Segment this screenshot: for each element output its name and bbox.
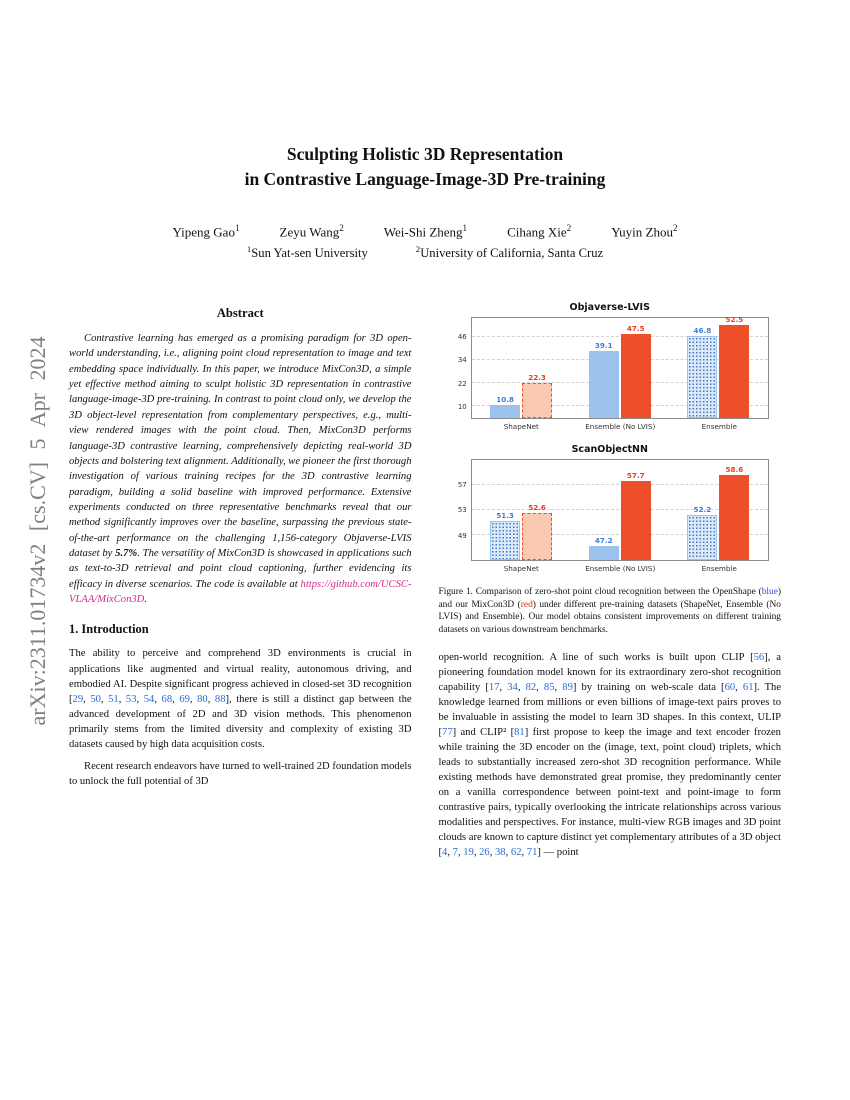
- arxiv-stamp: arXiv:2311.01734v2 [cs.CV] 5 Apr 2024: [25, 336, 50, 726]
- bar-value-label: 52.5: [725, 314, 744, 324]
- author: Yuyin Zhou$^2$: [611, 222, 678, 240]
- y-tick-label: 49: [457, 531, 467, 540]
- figure1-chart-objaverse-lvis: [451, 302, 769, 431]
- citation[interactable]: 51: [108, 693, 119, 705]
- right-column: [439, 302, 782, 867]
- bar-value-label: 46.8: [693, 325, 712, 335]
- y-tick-label: 10: [457, 403, 467, 412]
- y-tick-label: 34: [457, 356, 467, 365]
- paper-header: [0, 0, 850, 261]
- bar-value-label: 51.3: [496, 510, 514, 520]
- caption-blue-word: blue: [761, 587, 778, 597]
- caption-red-word: red: [520, 599, 533, 610]
- y-tick-label: 46: [457, 332, 467, 341]
- title-line-2: in Contrastive Language-Image-3D Pre-training: [244, 169, 606, 190]
- author: Yipeng Gao$^1$: [172, 222, 240, 240]
- citation[interactable]: 53: [125, 693, 137, 705]
- citation[interactable]: 4: [442, 847, 448, 859]
- bar: [719, 325, 749, 418]
- figure1-chart-scanobjectnn: [451, 444, 769, 573]
- caption-part3: ) under different pre-training datasets (ShapeNet, Ensemble (No LVIS) and Ensemble). Our model obtains consistent improvements on different training datasets on various downstream benchmarks.: [438, 599, 781, 635]
- abstract-text: [69, 331, 412, 607]
- bar-value-label: 57.7: [626, 470, 645, 480]
- intro-paragraph-2: Recent research endeavors have turned to well-trained 2D foundation models to unlock the full potential of 3D: [69, 760, 412, 787]
- figure-caption: [439, 586, 782, 636]
- intro-paragraph-1: The ability to perceive and comprehend 3D environments is crucial in applications like augmented and virtual reality, autonomous driving, and embodied AI. Despite significant progress achieved in closed-set 3D recognition [29, 50, 51, 53, 54, 68, 69, 80, 88], there is still a distinct gap between the advanced development of 2D and 3D vision methods. This phenomenon primarily stems from the limited diversity and complexity of existing 3D datasets caused by high data acquisition costs.: [69, 648, 412, 750]
- bar: [490, 521, 520, 560]
- citation[interactable]: 54: [143, 693, 155, 705]
- citation[interactable]: 69: [179, 693, 190, 705]
- bar-value-label: 52.2: [693, 505, 712, 514]
- citation[interactable]: 80: [197, 693, 208, 705]
- bar-value-label: 47.5: [626, 324, 645, 334]
- x-tick-label: Ensemble: [701, 422, 737, 431]
- left-column: [69, 302, 412, 867]
- bar-value-label: 10.8: [496, 394, 514, 404]
- x-tick-label: Ensemble (No LVIS): [585, 564, 656, 573]
- bar: [522, 513, 552, 561]
- bar: [687, 515, 717, 560]
- bar: [621, 334, 651, 418]
- chart-title: Objaverse-LVIS: [569, 302, 650, 313]
- bar: [522, 383, 552, 418]
- section-heading-introduction: 1. Introduction: [69, 622, 149, 637]
- bar: [490, 405, 520, 418]
- y-tick-label: 22: [457, 379, 467, 388]
- bar-value-label: 39.1: [594, 340, 613, 350]
- bar: [719, 475, 749, 560]
- citation[interactable]: 38: [495, 847, 506, 859]
- author-list: [0, 223, 850, 240]
- citation[interactable]: 61: [742, 682, 754, 694]
- affiliation: $^2$University of California, Santa Cruz: [415, 244, 604, 261]
- x-tick-label: ShapeNet: [503, 422, 539, 431]
- affiliation-list: [0, 244, 850, 261]
- bar: [621, 481, 651, 560]
- paper-title: [0, 142, 850, 193]
- citation[interactable]: 82: [525, 682, 537, 694]
- caption-part1: Figure 1. Comparison of zero-shot point cloud recognition between the OpenShape (: [438, 587, 762, 597]
- bar: [589, 351, 619, 419]
- two-column-body: [69, 302, 781, 867]
- chart-title: ScanObjectNN: [571, 444, 648, 455]
- citation[interactable]: 50: [90, 693, 101, 705]
- author: Zeyu Wang$^2$: [279, 222, 344, 240]
- citation[interactable]: 81: [514, 727, 525, 739]
- author: Wei-Shi Zheng$^1$: [383, 222, 468, 240]
- bar-value-label: 52.6: [528, 502, 546, 512]
- citation[interactable]: 77: [442, 727, 453, 739]
- citation[interactable]: 7: [452, 847, 458, 859]
- citation[interactable]: 17: [488, 682, 500, 694]
- abstract-part1: Contrastive learning has emerged as a promising paradigm for 3D open-world understanding, i.e., aligning point cloud representation to image and text embedding space individually. In this paper, we introduce MixCon3D, a simple yet effective method aiming to sculpt holistic 3D representation in contrastive language-image-3D pre-training. In contrast to point cloud only, we develop the 3D object-level representation from complementary perspectives, e.g., multi-view rendered images with the point cloud. Then, MixCon3D performs language-3D contrastive learning, comprehensively depicting real-world 3D objects and bolstering text alignment. Additionally, we pioneer the first thorough investigation of various training recipes for the 3D contrastive learning paradigm, building a solid baseline with improved performance. Extensive experiments conducted on three representative benchmarks reveal that our method significantly improves over the baseline, surpassing the previous state-of-the-art performance on the challenging 1,156-category Objaverse-LVIS dataset by: [69, 333, 412, 560]
- bar: [589, 546, 619, 560]
- citation[interactable]: 19: [463, 847, 474, 859]
- citation[interactable]: 71: [526, 847, 538, 859]
- x-tick-label: Ensemble: [701, 564, 737, 573]
- abstract-end: .: [144, 594, 147, 606]
- y-tick-label: 57: [457, 480, 467, 489]
- caption-part2: ) and our MixCon3D (: [438, 587, 781, 610]
- citation[interactable]: 88: [214, 693, 226, 705]
- x-tick-label: ShapeNet: [503, 564, 539, 573]
- figure-1: [439, 302, 782, 636]
- affiliation: $^1$Sun Yat-sen University: [246, 244, 368, 261]
- citation[interactable]: 26: [479, 847, 490, 859]
- abstract-heading: Abstract: [216, 306, 264, 320]
- citation[interactable]: 89: [562, 682, 573, 694]
- code-link[interactable]: https://github.com/UCSC-VLAA/MixCon3D: [69, 578, 412, 606]
- title-line-1: Sculpting Holistic 3D Representation: [286, 144, 564, 164]
- author: Cihang Xie$^2$: [507, 222, 572, 240]
- citation[interactable]: 56: [753, 652, 765, 663]
- citation[interactable]: 62: [510, 847, 522, 859]
- citation[interactable]: 34: [507, 682, 518, 694]
- y-tick-label: 53: [457, 506, 467, 514]
- abstract-bold-number: 5.7%: [115, 548, 138, 560]
- bar-value-label: 47.2: [594, 536, 613, 546]
- x-tick-label: Ensemble (No LVIS): [585, 422, 656, 431]
- right-column-paragraph-1: open-world recognition. A line of such works is built upon CLIP [56], a pioneering foundation model known for its extraordinary zero-shot recognition capability [17, 34, 82, 85, 89] by training on web-scale data [60, 61]. The knowledge learned from millions or even billions of image-text pairs proves to be invaluable in assisting the model to learn 3D shapes. In this context, ULIP [77] and CLIP² [81] first propose to keep the image and text encoder frozen while training the 3D encoder on the (image, text, point cloud) triplets, which leads to substantially increased zero-shot 3D recognition performance. While existing methods have demonstrated great promise, they predominantly center on a vanilla correspondence between point-text and point-image to form contrastive pairs, typically overlooking the intricate relationships across various modalities and perspectives. For instance, multi-view RGB images and 3D point clouds are known to capture distinct yet complementary attributes of a 3D object [4, 7, 19, 26, 38, 62, 71] — point: [438, 652, 782, 859]
- bar-value-label: 58.6: [725, 465, 744, 474]
- citation[interactable]: 60: [724, 682, 736, 694]
- abstract-part2: . The versatility of MixCon3D is showcased in applications such as text-to-3D retrieval and point cloud captioning, further evidencing its efficacy in diverse scenarios. The code is available at: [69, 548, 412, 590]
- bar-value-label: 22.3: [528, 372, 546, 382]
- bar: [687, 336, 717, 418]
- citation[interactable]: 29: [72, 693, 84, 705]
- citation[interactable]: 68: [161, 693, 173, 705]
- citation[interactable]: 85: [543, 682, 555, 694]
